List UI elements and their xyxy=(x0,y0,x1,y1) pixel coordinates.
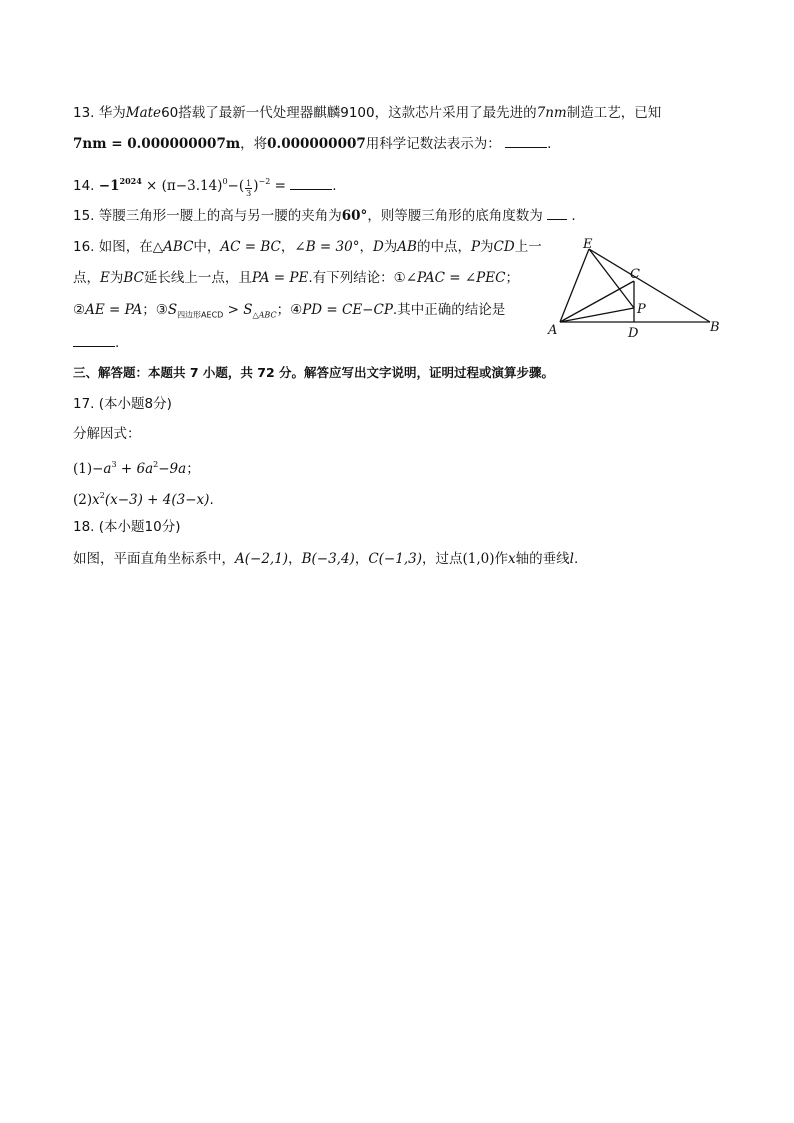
fraction-one-third: $\frac{1}{3}$ xyxy=(246,179,252,198)
answer-blank[interactable] xyxy=(547,206,567,220)
label-d: D xyxy=(628,326,639,341)
question-18-title: 18. (本小题10分) xyxy=(73,519,181,535)
question-13-line-2: 7nm = 0.000000007m，将0.000000007用科学记数法表示为： . xyxy=(73,136,552,152)
segment-eb xyxy=(589,249,710,322)
label-e: E xyxy=(583,237,593,252)
question-15: 15. 等腰三角形一腰上的高与另一腰的夹角为60°，则等腰三角形的底角度数为 . xyxy=(73,208,576,224)
question-17-part-2: $(2)x^2(x-3) + 4(3-x)$. xyxy=(73,491,214,508)
label-c: C xyxy=(630,267,640,282)
question-18-text: 如图，平面直角坐标系中，A(−2,1)，B(−3,4)，C(−1,3)，过点(1,0)作x轴的垂线l. xyxy=(73,551,579,567)
segment-ac xyxy=(560,281,634,322)
question-16-line-1: 16. 如图，在△ABC中，AC = BC，∠B = 30°，D为AB的中点，P为CD上一 xyxy=(73,239,542,255)
question-17-part-1: $(1)-a^3 + 6a^2-9a$； xyxy=(73,460,200,477)
segment-ae xyxy=(560,249,589,322)
question-16-line-3: ②AE = PA；$③S_{四边形AECD} > S_{\triangle ABC}$；④PD = CE−CP.其中正确的结论是 xyxy=(73,302,506,320)
question-14: 14. $-1^{2024} \times (\pi-3.14)^0-$( $\frac{1}{3}$ )$^{-2}$ = . xyxy=(73,176,337,198)
triangle-figure xyxy=(540,236,730,342)
question-16-line-4: . xyxy=(73,333,119,353)
label-a: A xyxy=(548,323,558,338)
question-17-prompt: 分解因式： xyxy=(73,426,141,442)
answer-blank[interactable] xyxy=(505,134,547,148)
segment-ep xyxy=(589,249,634,308)
section-3-heading: 三、解答题：本题共 7 小题，共 72 分。解答应写出文字说明，证明过程或演算步骤。 xyxy=(73,365,555,380)
label-p: P xyxy=(637,302,646,317)
answer-blank[interactable] xyxy=(290,176,332,190)
answer-blank[interactable] xyxy=(73,333,115,347)
label-b: B xyxy=(710,320,720,335)
question-13-line-1: 13. 华为Mate60搭载了最新一代处理器麒麟9100，这款芯片采用了最先进的7nm制造工艺，已知 xyxy=(73,105,662,121)
question-16-line-2: 点，E为BC延长线上一点，且PA = PE.有下列结论：①∠PAC = ∠PEC； xyxy=(73,270,519,286)
question-17-title: 17. (本小题8分) xyxy=(73,396,172,412)
segment-ap xyxy=(560,308,634,322)
